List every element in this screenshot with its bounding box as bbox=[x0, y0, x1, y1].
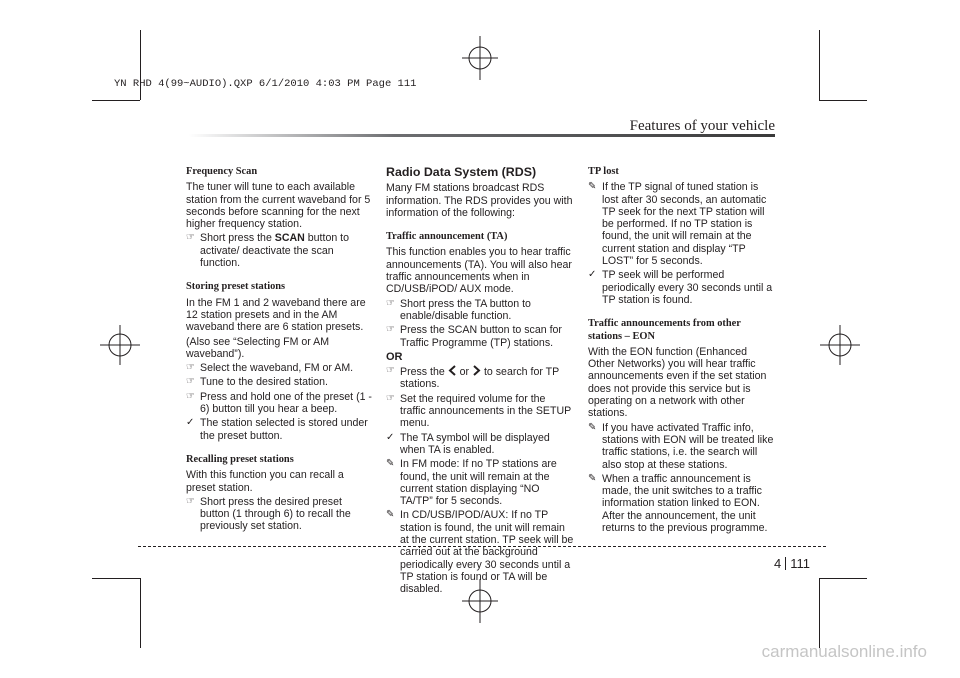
registration-target-top bbox=[462, 36, 498, 80]
pointing-hand-icon: ☞ bbox=[186, 232, 195, 244]
list-item: ✎ If the TP signal of tuned station is lost after 30 seconds, an automatic TP seek for the next TP station will be performed. If no TP station is found, the unit will remain at the current station and display “TP LOST” for 5 seconds. bbox=[588, 181, 767, 268]
chevron-left-icon bbox=[448, 365, 457, 376]
footer-rule bbox=[138, 546, 826, 547]
ta-heading: Traffic announcement (TA) bbox=[386, 231, 508, 243]
note-pencil-icon: ✎ bbox=[588, 472, 597, 484]
list-item: ✎ If you have activated Traffic info, stations with EON will be treated like traffic stations, i.e. the search will also stop at these stations. bbox=[588, 421, 774, 471]
ta-text: This function enables you to hear traffic announcements (TA). You will also hear traffic announcements when in CD/USB/iPOD/ AUX mode. bbox=[386, 246, 572, 296]
pointing-hand-icon: ☞ bbox=[386, 365, 395, 377]
scan-button-label: SCAN bbox=[274, 232, 305, 245]
list-item: ☞ Short press the SCAN button to activate/ deactivate the scan function. bbox=[186, 232, 350, 270]
note-pencil-icon: ✎ bbox=[386, 509, 395, 521]
page-number-value: 111 bbox=[790, 556, 810, 571]
column-2 bbox=[386, 166, 574, 598]
list-item: ✓ The TA symbol will be displayed when TA is enabled. bbox=[386, 431, 550, 456]
rds-heading: Radio Data System (RDS) bbox=[386, 165, 537, 179]
frequency-scan-heading: Frequency Scan bbox=[186, 166, 258, 177]
list-item: ☞ Press and hold one of the preset (1 - 6) button till you hear a beep. bbox=[186, 390, 372, 416]
header-rule bbox=[189, 134, 775, 137]
list-item: ☞ Select the waveband, FM or AM. bbox=[186, 362, 354, 375]
note-pencil-icon: ✎ bbox=[588, 181, 597, 193]
pointing-hand-icon: ☞ bbox=[186, 495, 195, 507]
storing-preset-heading: Storing preset stations bbox=[186, 281, 286, 293]
storing-preset-also: (Also see “Selecting FM or AM waveband”). bbox=[186, 335, 330, 360]
pointing-hand-icon: ☞ bbox=[386, 297, 395, 309]
list-item: ✎ In FM mode: If no TP stations are found, the unit will remain at the current station displaying “NO TA/TP” for 5 seconds. bbox=[386, 458, 557, 508]
list-item: ☞ Set the required volume for the traffic announcements in the SETUP menu. bbox=[386, 392, 571, 430]
page-number bbox=[774, 556, 810, 571]
pointing-hand-icon: ☞ bbox=[386, 324, 395, 336]
section-title: Features of your vehicle bbox=[629, 118, 775, 134]
list-item: ☞ Short press the TA button to enable/disable function. bbox=[386, 297, 531, 322]
column-1 bbox=[186, 166, 373, 535]
pointing-hand-icon: ☞ bbox=[186, 362, 195, 374]
registration-target-right bbox=[820, 325, 860, 365]
list-item: ✎ In CD/USB/IPOD/AUX: If no TP station is found, the unit will remain at the current station. TP seek will be carried out at the background periodically every 30 seconds until a TP station is found or TA will be disabled. bbox=[386, 509, 574, 596]
eon-heading: Traffic announcements from other stations – EON bbox=[588, 318, 741, 342]
recalling-preset-heading: Recalling preset stations bbox=[186, 453, 294, 465]
registration-target-left bbox=[100, 325, 140, 365]
recalling-preset-text: With this function you can recall a preset station. bbox=[186, 469, 344, 494]
note-pencil-icon: ✎ bbox=[588, 421, 597, 433]
check-icon: ✓ bbox=[386, 431, 395, 443]
storing-preset-text: In the FM 1 and 2 waveband there are 12 station presets and in the AM waveband there are 6 station presets. bbox=[186, 296, 366, 334]
list-item: ☞ Press the or to search for TP stations. bbox=[386, 365, 559, 391]
list-item: ✎ When a traffic announcement is made, the unit switches to a traffic information station linked to EON. After the announcement, the unit returns to the previous programme. bbox=[588, 472, 768, 535]
rds-text: Many FM stations broadcast RDS information. The RDS provides you with information of the following: bbox=[386, 182, 573, 219]
tp-lost-heading: TP lost bbox=[588, 166, 619, 177]
list-item: ✓ TP seek will be performed periodically every 30 seconds until a TP station is found. bbox=[588, 269, 773, 306]
list-item: ☞ Press the SCAN button to scan for Traffic Programme (TP) stations. bbox=[386, 324, 562, 349]
list-item: ☞ Tune to the desired station. bbox=[186, 376, 328, 389]
pointing-hand-icon: ☞ bbox=[186, 390, 195, 402]
list-item: ☞ Short press the desired preset button (1 through 6) to recall the previously set station. bbox=[186, 495, 351, 533]
watermark: carmanualsonline.info bbox=[761, 642, 927, 661]
file-stamp: YN RHD 4(99~AUDIO).QXP 6/1/2010 4:03 PM Page 111 bbox=[114, 78, 417, 90]
or-label: OR bbox=[386, 350, 403, 363]
frequency-scan-text: The tuner will tune to each available station from the current waveband for 5 seconds before scanning for the next higher frequency station. bbox=[186, 181, 371, 231]
chevron-right-icon bbox=[472, 365, 481, 376]
list-item: ✓ The station selected is stored under the preset button. bbox=[186, 417, 368, 442]
check-icon: ✓ bbox=[588, 269, 597, 281]
pointing-hand-icon: ☞ bbox=[186, 376, 195, 388]
check-icon: ✓ bbox=[186, 417, 195, 429]
column-3 bbox=[588, 166, 776, 536]
chapter-number: 4 bbox=[774, 556, 782, 571]
eon-text: With the EON function (Enhanced Other Networks) you will hear traffic announcements even if the set station does not provide this service but is operating on a network with other stations. bbox=[588, 345, 767, 420]
note-pencil-icon: ✎ bbox=[386, 458, 395, 470]
pointing-hand-icon: ☞ bbox=[386, 392, 395, 404]
